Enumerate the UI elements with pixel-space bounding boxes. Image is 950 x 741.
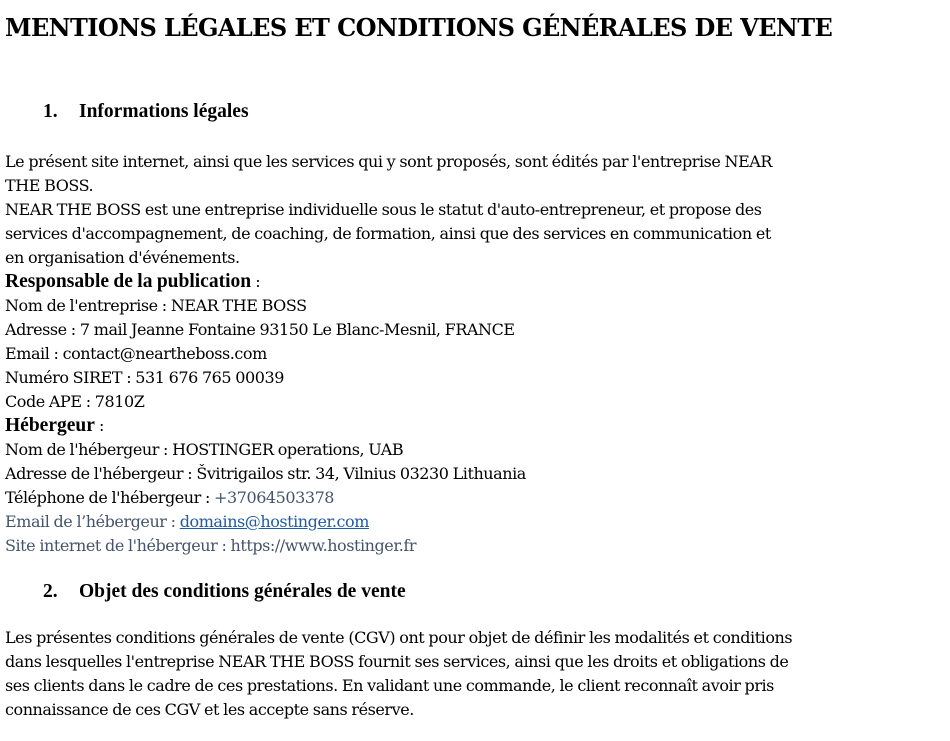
description-line: services d'accompagnement, de coaching, de formation, ainsi que des services en communication et	[5, 224, 771, 243]
cgv-line: Les présentes conditions générales de vente (CGV) ont pour objet de définir les modalités et conditions	[5, 628, 793, 647]
host-email-label: Email de l’hébergeur :	[5, 512, 180, 531]
host-website: Site internet de l'hébergeur : https://www.hostinger.fr	[5, 536, 417, 555]
host-label: Hébergeur	[5, 415, 95, 436]
description-line: en organisation d'événements.	[5, 248, 240, 267]
cgv-purpose-body	[5, 626, 950, 722]
section-title: Informations légales	[79, 101, 249, 122]
host-address: Adresse de l'hébergeur : Švitrigailos str. 34, Vilnius 03230 Lithuania	[5, 464, 526, 483]
host-phone-label: Téléphone de l'hébergeur :	[5, 488, 215, 507]
cgv-line: ses clients dans le cadre de ces prestations. En validant une commande, le client reconnaît avoir pris	[5, 676, 774, 695]
legal-info-body	[5, 150, 950, 558]
publisher-colon: :	[251, 272, 261, 291]
host-name: Nom de l'hébergeur : HOSTINGER operations, UAB	[5, 440, 404, 459]
company-name: Nom de l'entreprise : NEAR THE BOSS	[5, 296, 307, 315]
host-phone	[5, 486, 950, 510]
host-email	[5, 510, 950, 534]
intro-line: THE BOSS.	[5, 176, 94, 195]
section-title: Objet des conditions générales de vente	[79, 581, 406, 602]
host-label-line	[5, 414, 950, 438]
section-number: 1.	[43, 101, 58, 122]
company-address: Adresse : 7 mail Jeanne Fontaine 93150 Le Blanc-Mesnil, FRANCE	[5, 320, 515, 339]
cgv-line: connaissance de ces CGV et les accepte sans réserve.	[5, 700, 414, 719]
cgv-line: dans lesquelles l'entreprise NEAR THE BOSS fournit ses services, ainsi que les droits et obligations de	[5, 652, 789, 671]
section-number: 2.	[43, 581, 58, 602]
host-email-link[interactable]: domains@hostinger.com	[179, 512, 369, 531]
section-heading-cgv-purpose	[43, 580, 950, 604]
company-siret: Numéro SIRET : 531 676 765 00039	[5, 368, 284, 387]
section-heading-legal-info	[43, 100, 950, 124]
company-email: Email : contact@neartheboss.com	[5, 344, 267, 363]
host-colon: :	[94, 416, 104, 435]
description-line: NEAR THE BOSS est une entreprise individuelle sous le statut d'auto-entrepreneur, et propose des	[5, 200, 762, 219]
host-phone-value: +37064503378	[214, 488, 335, 507]
publisher-label-line	[5, 270, 950, 294]
publisher-label: Responsable de la publication	[5, 271, 252, 292]
document-title: MENTIONS LÉGALES ET CONDITIONS GÉNÉRALES DE VENTE	[5, 13, 833, 42]
company-ape: Code APE : 7810Z	[5, 392, 145, 411]
intro-line: Le présent site internet, ainsi que les services qui y sont proposés, sont édités par l'entreprise NEAR	[5, 152, 773, 171]
